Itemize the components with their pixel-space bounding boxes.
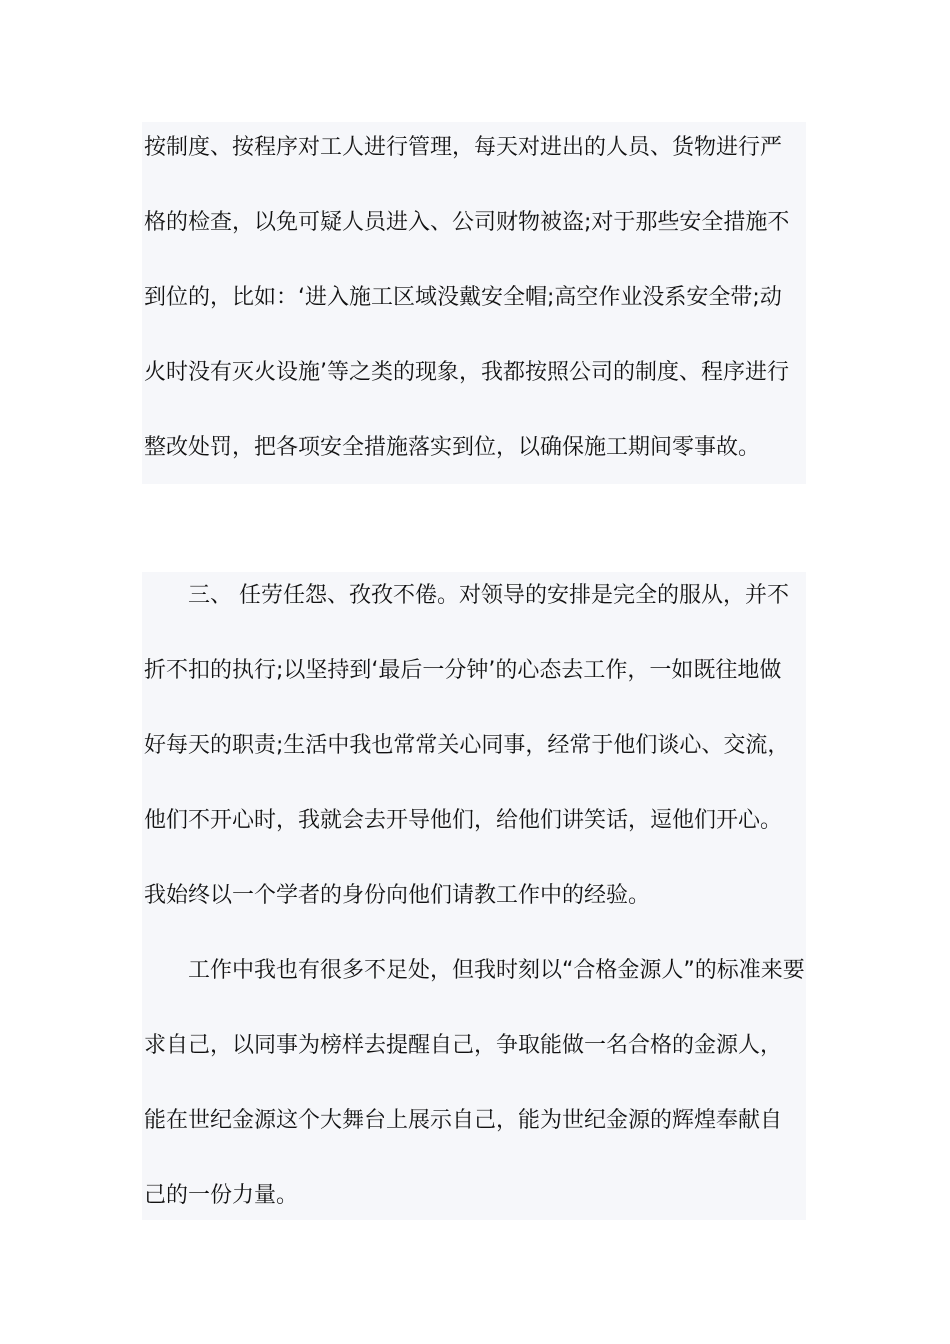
paragraph-line: 整改处罚，把各项安全措施落实到位，以确保施工期间零事故。: [144, 435, 761, 460]
paragraph-line: 工作中我也有很多不足处，但我时刻以“合格金源人”的标准来要: [188, 958, 805, 983]
section-heading-line: 三、 任劳任怨、孜孜不倦。对领导的安排是完全的服从，并不: [188, 583, 789, 608]
paragraph-line: 折不扣的执行;以坚持到‘最后一分钟’的心态去工作，一如既往地做: [144, 658, 782, 683]
paragraph-line: 火时没有灭火设施’等之类的现象，我都按照公司的制度、程序进行: [144, 360, 789, 385]
paragraph-line: 格的检查，以免可疑人员进入、公司财物被盗;对于那些安全措施不: [144, 210, 790, 235]
paragraph-line: 求自己，以同事为榜样去提醒自己，争取能做一名合格的金源人，: [144, 1033, 783, 1058]
paragraph-line: 能在世纪金源这个大舞台上展示自己，能为世纪金源的辉煌奉献自: [144, 1108, 783, 1133]
paragraph-line: 己的一份力量。: [144, 1183, 299, 1208]
paragraph-line: 他们不开心时，我就会去开导他们，给他们讲笑话，逗他们开心。: [144, 808, 783, 833]
paragraph-line: 到位的，比如：‘进入施工区域没戴安全帽;高空作业没系安全带;动: [144, 285, 782, 310]
paragraph-line: 好每天的职责;生活中我也常常关心同事，经常于他们谈心、交流，: [144, 733, 790, 758]
paragraph-line: 按制度、按程序对工人进行管理，每天对进出的人员、货物进行严: [144, 135, 783, 160]
paragraph-line: 我始终以一个学者的身份向他们请教工作中的经验。: [144, 883, 651, 908]
